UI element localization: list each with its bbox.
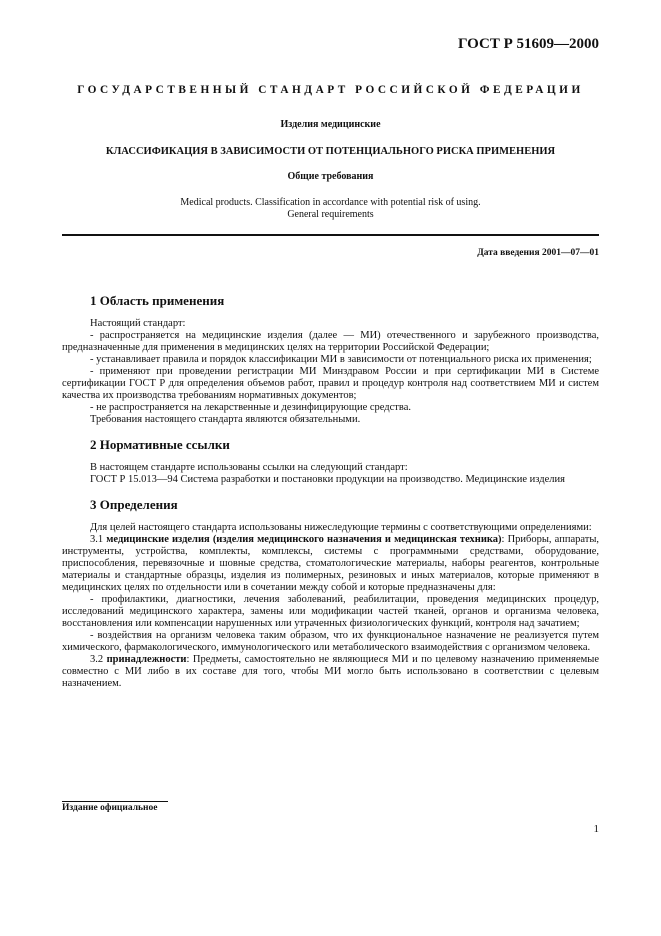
section-2-heading: 2 Нормативные ссылки <box>90 437 230 452</box>
title-divider <box>62 234 599 236</box>
standard-header: ГОСУДАРСТВЕННЫЙ СТАНДАРТ РОССИЙСКОЙ ФЕДЕРАЦИИ <box>77 84 584 96</box>
section-1-paragraph: - распространяется на медицинские изделия (далее — МИ) отечественного и зарубежного производства, предназначенные для применения в медицинских целях на территории Российской Федерации; <box>62 330 599 353</box>
english-title-line-2: General requirements <box>287 209 374 220</box>
section-3-heading: 3 Определения <box>90 497 178 512</box>
document-subtitle: Общие требования <box>287 171 374 182</box>
definition-3-2 <box>62 654 599 690</box>
document-title: КЛАССИФИКАЦИЯ В ЗАВИСИМОСТИ ОТ ПОТЕНЦИАЛЬНОГО РИСКА ПРИМЕНЕНИЯ <box>105 146 556 157</box>
document-body <box>62 294 599 690</box>
footer-divider <box>62 801 168 802</box>
definition-3-1-bullet: - профилактики, диагностики, лечения заболеваний, реабилитации, проведения медицинских процедур, исследований медицинского характера, замены или модификации частей тканей, органов и организма человека, восстановления или компенсации нарушенных или утраченных физиологических функций, контроля над зачатием; <box>62 594 599 629</box>
section-1-paragraph: Требования настоящего стандарта являются обязательными. <box>90 414 361 425</box>
english-title <box>62 197 599 221</box>
definition-number: 3.2 <box>90 654 107 665</box>
section-1-paragraph: - применяют при проведении регистрации МИ Минздравом России и при сертификации МИ в Системе сертификации ГОСТ Р для определения объемов работ, правил и процедур контроля над соответствием МИ и систем качества их производства требованиям нормативных документов; <box>62 366 599 401</box>
english-title-line-1: Medical products. Classification in accordance with potential risk of using. <box>180 197 481 208</box>
definition-3-1-bullet: - воздействия на организм человека таким образом, что их функциональное назначение не реализуется путем химического, фармакологического, иммунологического или метаболического взаимодействия с организмом человека. <box>62 630 599 653</box>
section-1-paragraph: Настоящий стандарт: <box>90 318 186 329</box>
edition-note: Издание официальное <box>62 803 158 813</box>
section-2-paragraph: ГОСТ Р 15.013—94 Система разработки и постановки продукции на производство. Медицинские изделия <box>90 474 565 485</box>
section-1-paragraph: - устанавливает правила и порядок классификации МИ в зависимости от потенциального риска их применения; <box>90 354 592 365</box>
definition-number: 3.1 <box>90 534 107 545</box>
definition-text: : Приборы, аппараты, инструменты, устройства, комплекты, комплексы, системы с программными средствами, оборудование, приспособления, перевязочные и шовные средства, стоматологические материалы, наборы реагентов, контрольные материалы и стандартные образцы, изделия из полимерных, резиновых и иных материалов, которые применяют в медицинских целях по отдельности или в сочетании между собой и которые предназначены для: <box>62 534 600 593</box>
definition-text: : Предметы, самостоятельно не являющиеся МИ и по целевому назначению применяемые совместно с МИ либо в их составе для того, чтобы МИ могло быть использовано в соответствии с целевым назначением. <box>62 654 599 689</box>
section-3-paragraph: Для целей настоящего стандарта использованы нижеследующие термины с соответствующими определениями: <box>90 522 592 533</box>
definition-term: принадлежности <box>106 654 187 665</box>
definition-3-1 <box>62 534 599 594</box>
section-1-paragraph: - не распространяется на лекарственные и дезинфицирующие средства. <box>90 402 411 413</box>
section-2-paragraph: В настоящем стандарте использованы ссылки на следующий стандарт: <box>90 462 408 473</box>
introduction-date: Дата введения 2001—07—01 <box>477 248 599 258</box>
subject-line: Изделия медицинские <box>280 119 381 130</box>
page-number: 1 <box>593 823 599 835</box>
document-number: ГОСТ Р 51609—2000 <box>457 36 599 52</box>
definition-term: медицинские изделия (изделия медицинского назначения и медицинская техника) <box>106 534 502 545</box>
section-1-heading: 1 Область применения <box>90 293 225 308</box>
